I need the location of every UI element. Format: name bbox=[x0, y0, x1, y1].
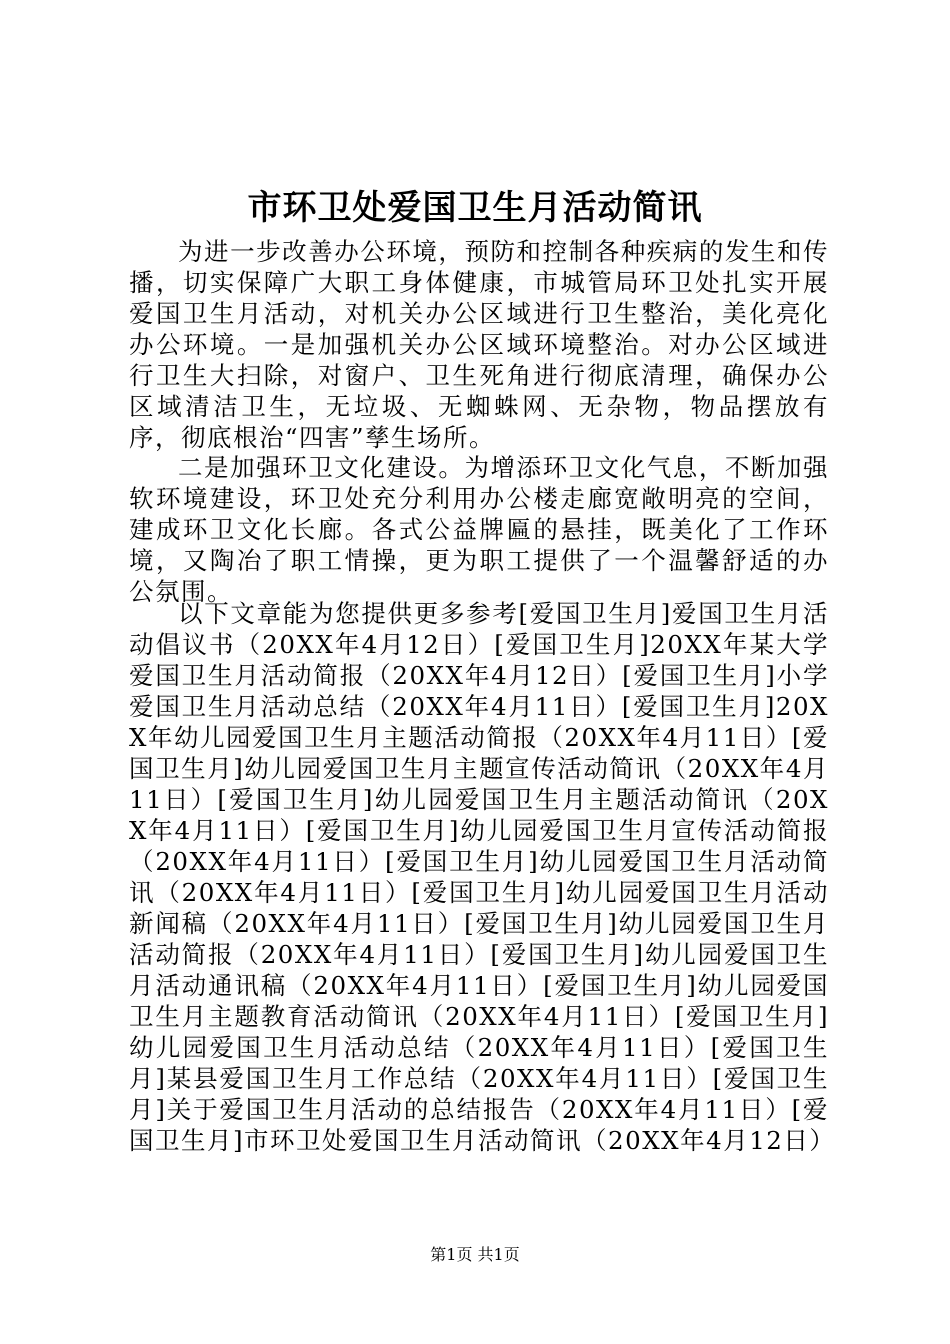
document-title: 市环卫处爱国卫生月活动简讯 bbox=[247, 188, 703, 228]
paragraph-3-related-articles: 以下文章能为您提供更多参考[爱国卫生月]爱国卫生月活动倡议书（20XX年4月12日）[爱国卫生月]20XX年某大学爱国卫生月活动简报（20XX年4月12日）[爱国卫生月]小学爱国卫生月活动总结（20XX年4月11日）[爱国卫生月]20XX年幼儿园爱国卫生月主题活动简报（20XX年4月11日）[爱国卫生月]幼儿园爱国卫生月主题宣传活动简讯（20XX年4月11日）[爱国卫生月]幼儿园爱国卫生月主题活动简讯（20XX年4月11日）[爱国卫生月]幼儿园爱国卫生月宣传活动简报（20XX年4月11日）[爱国卫生月]幼儿园爱国卫生月活动简讯（20XX年4月11日）[爱国卫生月]幼儿园爱国卫生月活动新闻稿（20XX年4月11日）[爱国卫生月]幼儿园爱国卫生月活动简报（20XX年4月11日）[爱国卫生月]幼儿园爱国卫生月活动通讯稿（20XX年4月11日）[爱国卫生月]幼儿园爱国卫生月主题教育活动简讯（20XX年4月11日）[爱国卫生月]幼儿园爱国卫生月活动总结（20XX年4月11日）[爱国卫生月]某县爱国卫生月工作总结（20XX年4月11日）[爱国卫生月]关于爱国卫生月活动的总结报告（20XX年4月11日）[爱国卫生月]市环卫处爱国卫生月活动简讯（20XX年4月12日） bbox=[129, 599, 836, 1155]
paragraph-1: 为进一步改善办公环境，预防和控制各种疾病的发生和传播，切实保障广大职工身体健康，市城管局环卫处扎实开展爱国卫生月活动，对机关办公区域进行卫生整治，美化亮化办公环境。一是加强机关办公区域环境整治。对办公区域进行卫生大扫除，对窗户、卫生死角进行彻底清理，确保办公区域清洁卫生，无垃圾、无蜘蛛网、无杂物，物品摆放有序，彻底根治“四害”孳生场所。 bbox=[129, 237, 829, 452]
paragraph-2: 二是加强环卫文化建设。为增添环卫文化气息，不断加强软环境建设，环卫处充分利用办公楼走廊宽敞明亮的空间，建成环卫文化长廊。各式公益牌匾的悬挂，既美化了工作环境，又陶冶了职工情操，更为职工提供了一个温馨舒适的办公氛围。 bbox=[129, 453, 829, 606]
page-footer: 第1页 共1页 bbox=[430, 1245, 520, 1264]
